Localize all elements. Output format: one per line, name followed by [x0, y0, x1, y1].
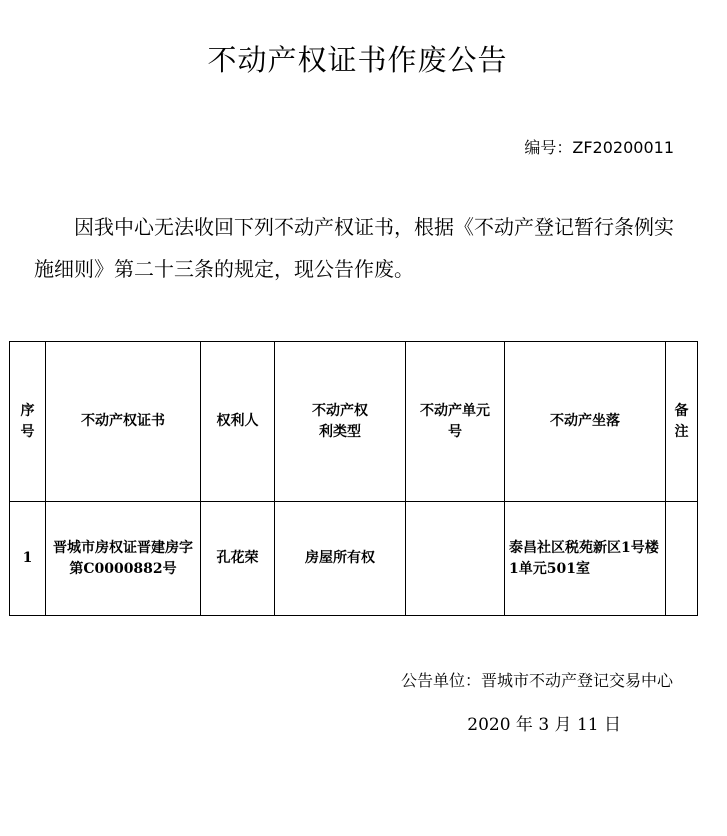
header-remark [666, 342, 698, 502]
issue-date: 2020 年 3 月 11 日 [467, 715, 621, 735]
header-remark-label: 备注 [674, 402, 689, 440]
header-certificate: 不动产权证书 [46, 342, 201, 502]
header-holder: 权利人 [201, 342, 275, 502]
header-seq-label: 序号 [20, 402, 35, 440]
cell-remark [666, 502, 698, 616]
notice-body-text: 因我中心无法收回下列不动产权证书，根据《不动产登记暂行条例实施细则》第二十三条的规定，现公告作废。 [34, 215, 674, 281]
cell-holder: 孔花荣 [201, 502, 275, 616]
header-right-type [275, 342, 406, 502]
header-unit-no-label: 不动产单元号 [419, 402, 490, 440]
header-location: 不动产坐落 [505, 342, 666, 502]
cell-location: 泰昌社区税苑新区1号楼1单元501室 [505, 502, 666, 616]
certificate-table [9, 341, 698, 616]
cell-unit-no [406, 502, 505, 616]
header-right-type-label: 不动产权利类型 [311, 402, 368, 440]
table-row [10, 502, 698, 616]
cell-right-type: 房屋所有权 [275, 502, 406, 616]
header-seq [10, 342, 46, 502]
issuing-unit: 公告单位：晋城市不动产登记交易中心 [400, 671, 673, 690]
page-title: 不动产权证书作废公告 [207, 43, 508, 77]
table-header-row [10, 342, 698, 502]
cell-certificate: 晋城市房权证晋建房字第C0000882号 [46, 502, 201, 616]
cell-seq: 1 [10, 502, 46, 616]
header-unit-no [406, 342, 505, 502]
document-number: 编号：ZF20200011 [524, 138, 674, 157]
